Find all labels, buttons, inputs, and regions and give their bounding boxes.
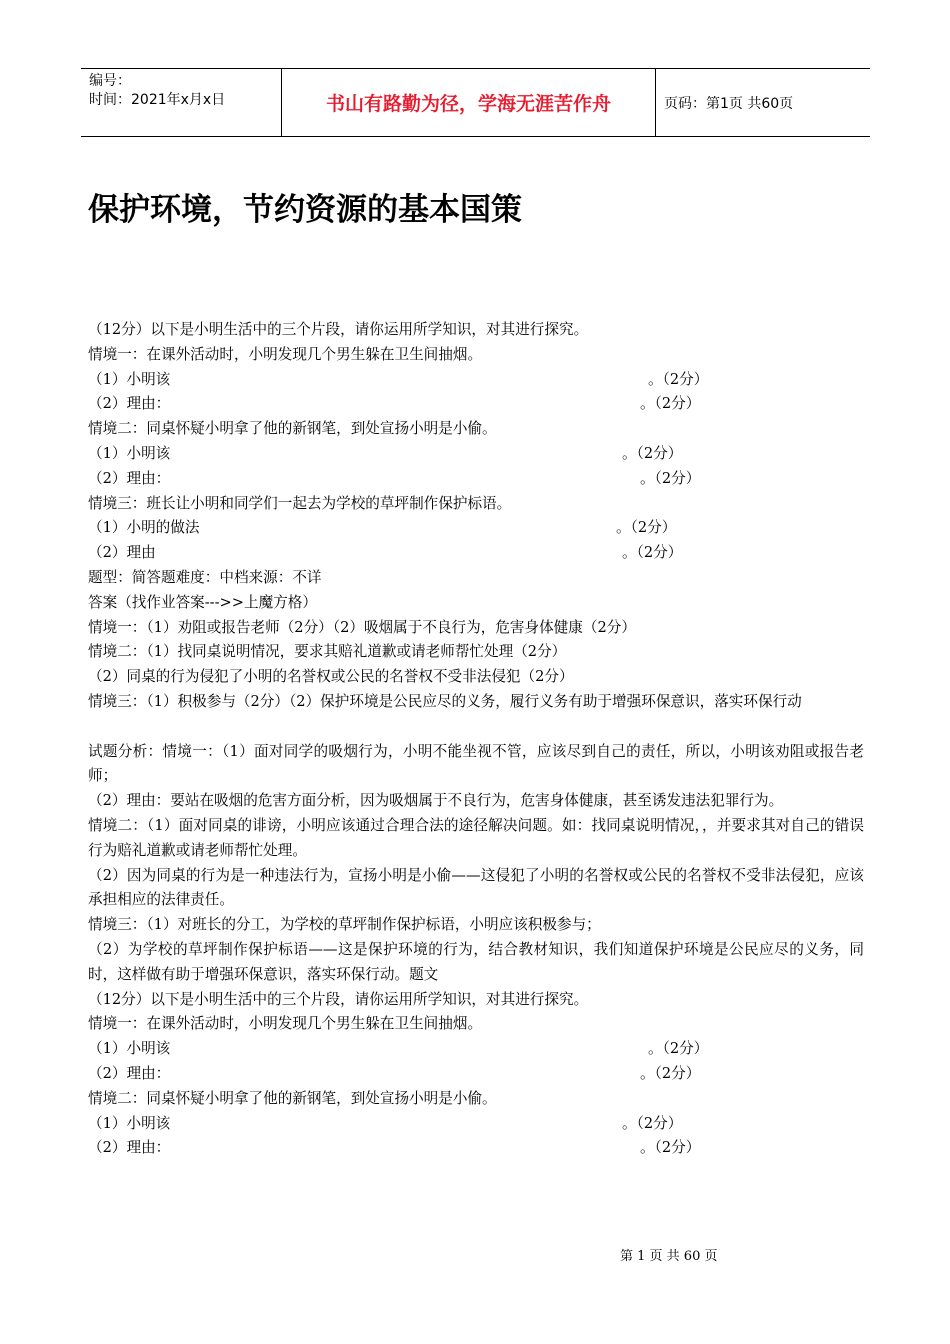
question-text: （2）理由： (88, 469, 171, 487)
answer-line: 情境三：（1）积极参与（2分）（2）保护环境是公民应尽的义务，履行义务有助于增强环保意识，落实环保行动 (88, 692, 802, 710)
document-title: 保护环境，节约资源的基本国策 (88, 192, 522, 228)
motto: 书山有路勤为径，学海无涯苦作舟 (281, 69, 656, 136)
scenario-1: 情境一：在课外活动时，小明发现几个男生躲在卫生间抽烟。 (88, 1015, 483, 1033)
header-table (81, 68, 870, 137)
question-line (88, 1037, 864, 1062)
score-label: 。（2分） (640, 469, 701, 487)
score-label: 。（2分） (622, 1114, 683, 1132)
score-label: 。（2分） (622, 544, 683, 562)
score-label: 。（2分） (640, 1139, 701, 1157)
scenario-2: 情境二：同桌怀疑小明拿了他的新钢笔，到处宣扬小明是小偷。 (88, 1089, 497, 1107)
number-label: 编号： (89, 73, 131, 89)
analysis-paragraph: 情境三：（1）对班长的分工，为学校的草坪制作保护标语，小明应该积极参与； (88, 916, 601, 934)
question-line (88, 392, 864, 417)
question-line (88, 467, 864, 492)
analysis-paragraph: （2）理由：要站在吸烟的危害方面分析，因为吸烟属于不良行为，危害身体健康，甚至诱发违法犯罪行为。 (88, 792, 784, 810)
question-text: （1）小明的做法 (88, 519, 200, 537)
question-line (88, 516, 864, 541)
scenario-2: 情境二：同桌怀疑小明拿了他的新钢笔，到处宣扬小明是小偷。 (88, 420, 497, 438)
question-text: （2）理由： (88, 1139, 171, 1157)
answer-heading: 答案（找作业答案--->>上魔方格） (88, 593, 317, 611)
page-label: 页码：第1页 共60页 (664, 95, 794, 112)
question-line (88, 1062, 864, 1087)
answer-line: （2）同桌的行为侵犯了小明的名誉权或公民的名誉权不受非法侵犯（2分） (88, 668, 574, 686)
analysis-paragraph: 情境二：（1）面对同桌的诽谤，小明应该通过合理合法的途径解决问题。如：找同桌说明情况，，并要求其对自己的错误行为赔礼道歉或请老师帮忙处理。 (88, 816, 864, 859)
score-label: 。（2分） (648, 370, 709, 388)
question-intro: （12分）以下是小明生活中的三个片段，请你运用所学知识，对其进行探究。 (88, 321, 589, 338)
question-text: （1）小明该 (88, 1114, 171, 1132)
question-text: （2）理由 (88, 544, 156, 562)
question-line (88, 541, 864, 566)
analysis-paragraph: 试题分析：情境一：（1）面对同学的吸烟行为，小明不能坐视不管，应该尽到自己的责任，所以，小明该劝阻或报告老师； (88, 742, 864, 785)
analysis-paragraph: （2）为学校的草坪制作保护标语——这是保护环境的行为，结合教材知识，我们知道保护环境是公民应尽的义务，同时，这样做有助于增强环保意识，落实环保行动。题文 (88, 940, 864, 983)
scenario-1: 情境一：在课外活动时，小明发现几个男生躲在卫生间抽烟。 (88, 345, 483, 363)
score-label: 。（2分） (622, 444, 683, 462)
question-text: （2）理由： (88, 395, 171, 413)
score-label: 。（2分） (640, 1064, 701, 1082)
question-intro: （12分）以下是小明生活中的三个片段，请你运用所学知识，对其进行探究。 (88, 990, 589, 1008)
answer-line: 情境一：（1）劝阻或报告老师（2分）（2）吸烟属于不良行为，危害身体健康（2分） (88, 618, 636, 636)
question-line (88, 442, 864, 467)
score-label: 。（2分） (648, 1040, 709, 1058)
answer-line: 情境二：（1）找同桌说明情况，要求其赔礼道歉或请老师帮忙处理（2分） (88, 643, 567, 661)
document-body (88, 318, 864, 1161)
analysis-paragraph: （2）因为同桌的行为是一种违法行为，宣扬小明是小偷——这侵犯了小明的名誉权或公民的名誉权不受非法侵犯，应该承担相应的法律责任。 (88, 866, 864, 909)
score-label: 。（2分） (616, 519, 677, 537)
scenario-3: 情境三：班长让小明和同学们一起去为学校的草坪制作保护标语。 (88, 494, 512, 512)
question-text: （1）小明该 (88, 444, 171, 462)
page-footer: 第 1 页 共 60 页 (620, 1249, 718, 1264)
question-text: （1）小明该 (88, 1040, 171, 1058)
question-line (88, 368, 864, 393)
question-text: （1）小明该 (88, 370, 171, 388)
score-label: 。（2分） (640, 395, 701, 413)
spacer (88, 715, 864, 740)
question-line (88, 1112, 864, 1137)
question-line (88, 1136, 864, 1161)
header-left-cell (81, 69, 281, 136)
question-text: （2）理由： (88, 1064, 171, 1082)
date-label: 时间：2021年x月x日 (89, 92, 226, 108)
meta-line: 题型：简答题难度：中档来源：不详 (88, 568, 322, 586)
